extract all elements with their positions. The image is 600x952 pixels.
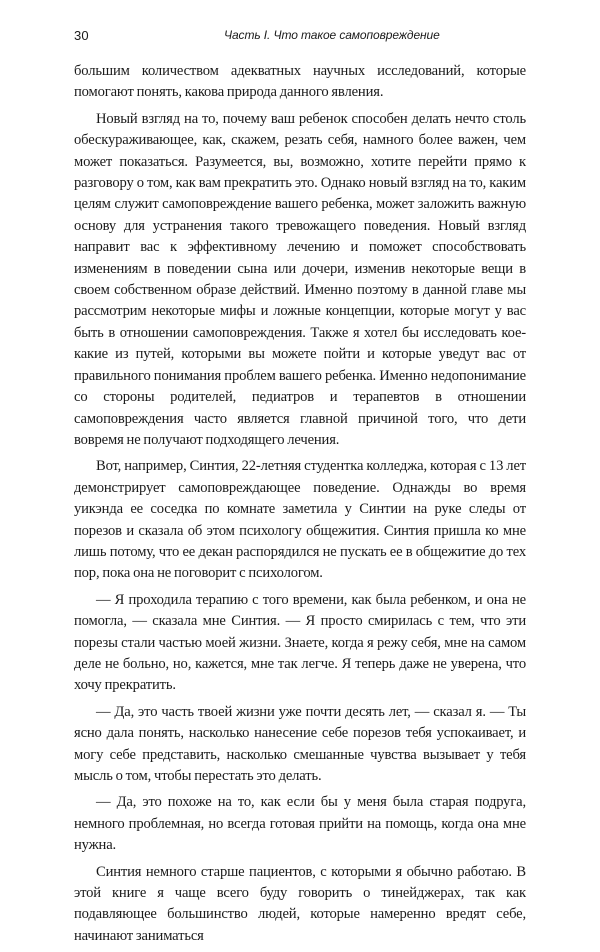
paragraph: — Да, это часть твоей жизни уже почти десять лет, — сказал я. — Ты ясно дала понять, насколько нанесение себе порезов тебя успокаивает, и могу себе представить, насколько смешанные чувства вызывает у тебя мысль о том, чтобы перестать это делать. — [74, 703, 526, 784]
paragraph: — Да, это похоже на то, как если бы у меня была старая подруга, немного проблемная, но всегда готовая прийти на помощь, когда она мне нужна. — [74, 794, 526, 854]
paragraph: большим количеством адекватных научных исследований, которые помогают понять, какова природа данного явления. — [74, 63, 526, 101]
page-header — [74, 28, 526, 48]
paragraph: Синтия немного старше пациентов, с которыми я обычно работаю. В этой книге я чаще всего буду говорить о тинейджерах, так как подавляющее большинство людей, которые намеренно вредят себе, начинают заниматься — [74, 863, 526, 944]
running-head: Часть I. Что такое самоповреждение — [224, 28, 440, 42]
body-text — [74, 61, 526, 952]
paragraph: — Я проходила терапию с того времени, как была ребенком, и она не помогла, — сказала мне Синтия. — Я просто смирилась с тем, что эти порезы стали частью моей жизни. Знаете, когда я режу себя, мне на самом деле не больно, но, кажется, мне так легче. Я теперь даже не уверена, что хочу прекратить. — [74, 591, 526, 694]
paragraph: Новый взгляд на то, почему ваш ребенок способен делать нечто столь обескураживающее, как, скажем, резать себя, намного более важен, чем может показаться. Разумеется, вы, возможно, хотите перейти прямо к разговору о том, как вам прекратить это. Однако новый взгляд на то, каким целям служит самоповреждение вашего ребенка, может заложить важную основу для устранения такого тревожащего поведения. Новый взгляд направит вас к эффективному лечению и поможет способствовать изменениям в поведении сына или дочери, изменив некоторые вещи в своем собственном образе действий. Именно поэтому в данной главе мы рассмотрим некоторые мифы и ложные концепции, которые могут у вас быть в отношении самоповреждения. Также я хотел бы исследовать кое-какие из путей, которыми вы можете пойти и которые уведут вас от правильного понимания проблем вашего ребенка. Именно недопонимание со стороны родителей, педиатров и терапевтов в отношении самоповреждения часто является главной причиной того, что дети вовремя не получают подходящего лечения. — [74, 110, 526, 448]
page-number: 30 — [74, 28, 89, 43]
paragraph: Вот, например, Синтия, 22-летняя студентка колледжа, которая с 13 лет демонстрирует самоповреждающее поведение. Однажды во время уикэнда ее соседка по комнате заметила у Синтии на руке следы от порезов и сказала об этом психологу общежития. Синтия пришла ко мне лишь потому, что ее декан распорядился не пускать ее в общежитие до тех пор, пока она не поговорит с психологом. — [74, 458, 526, 582]
